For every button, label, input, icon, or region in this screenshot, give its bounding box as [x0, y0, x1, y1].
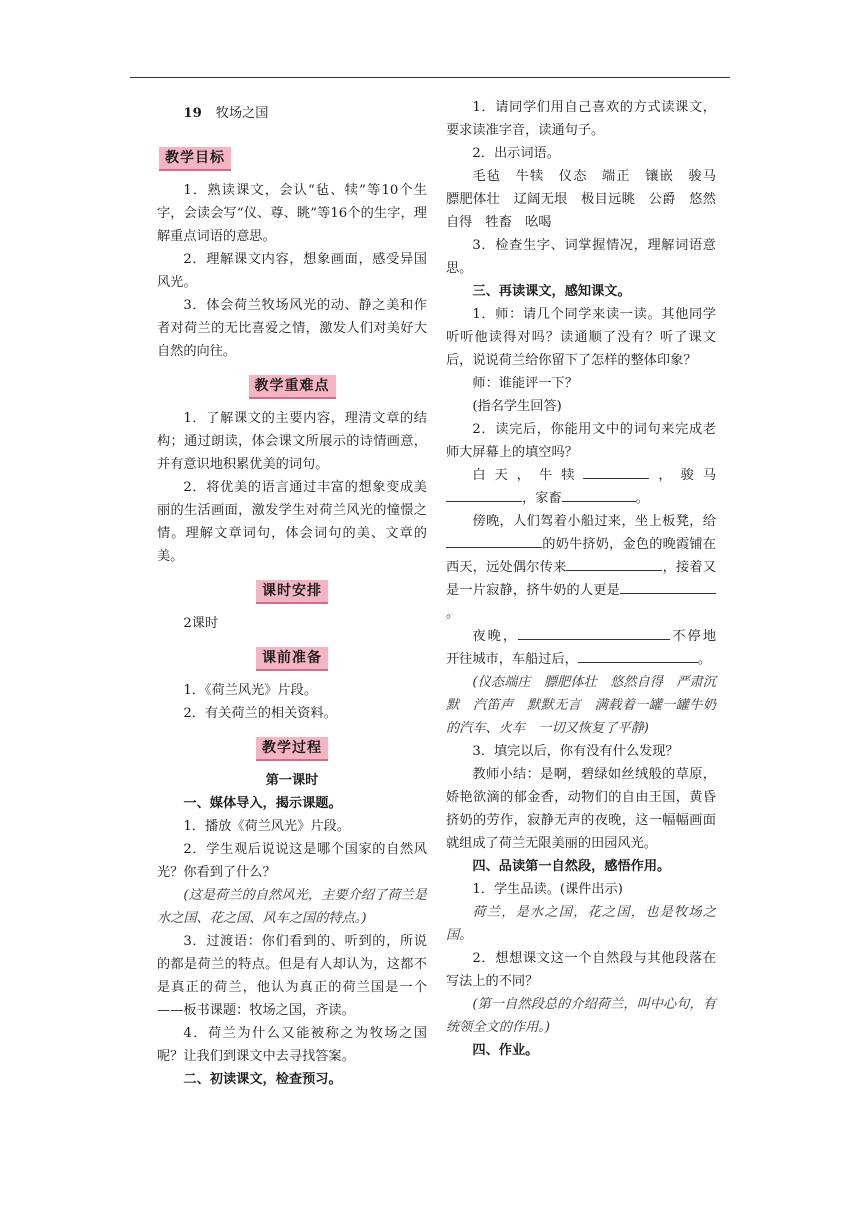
- process-item: 3．检查生字、词掌握情况，理解词语意思。: [446, 238, 716, 276]
- step-heading: 四、作业。: [472, 1043, 539, 1058]
- goal-item: 1．熟读课文，会认“毡、犊”等10个生字，会读会写“仪、尊、眺”等16个的生字，理解重点词语的意思。: [157, 183, 427, 244]
- process-item: 2．想想课文这一个自然段与其他段落在写法上的不同？: [446, 951, 716, 989]
- process-item: 1．播放《荷兰风光》片段。: [183, 819, 351, 834]
- word-list: 毛毡 牛犊 仪态 端正 镶嵌 骏马 膘肥体壮 辽阔无垠 极目远眺 公爵 悠然自得 牲畜 吆喝: [446, 169, 730, 230]
- fill-blank: [583, 464, 649, 479]
- right-column: [446, 96, 730, 1062]
- lesson-title: [157, 102, 427, 125]
- fill-text: 傍晚，人们驾着小船过来，坐上板凳，给: [472, 514, 716, 529]
- fill-text: 白天，牛犊: [472, 468, 584, 483]
- lesson-name: 牧场之国: [215, 106, 269, 121]
- answer-note: (仪态端庄 膘肥体壮 悠然自得 严肃沉默 汽笛声 默默无言 满载着一罐一罐牛奶的汽车、火车 一切又恢复了平静): [446, 675, 716, 736]
- fill-text: ，接着又是一片寂静，挤牛奶的人更是: [446, 560, 717, 598]
- fill-text: 。: [697, 652, 712, 667]
- process-item: 2．读完后，你能用文中的词句来完成老师大屏幕上的填空吗？: [446, 422, 716, 460]
- fill-text: 。: [446, 606, 460, 621]
- fill-blank: [566, 556, 662, 571]
- keypoints-heading: 教学重难点: [249, 375, 336, 399]
- fill-blank-sentence: [446, 464, 716, 510]
- prep-item: 1．《荷兰风光》片段。: [183, 683, 318, 698]
- prep-heading-wrap: [157, 647, 427, 671]
- process-note: (第一自然段总的介绍荷兰，叫中心句，有统领全文的作用。): [446, 997, 716, 1035]
- fill-text: 的奶牛挤奶，金色的晚霞铺在西天，远处偶尔传来: [446, 537, 716, 575]
- fill-text: ，家畜: [522, 491, 562, 506]
- fill-blank-sentence: [446, 510, 716, 625]
- lesson-number: 19: [183, 106, 202, 121]
- fill-text: 夜晚，: [472, 629, 519, 644]
- prep-item: 2．有关荷兰的相关资料。: [183, 706, 337, 721]
- fill-blank: [518, 625, 670, 640]
- keypoint-item: 2．将优美的语言通过丰富的想象变成美丽的生活画面，激发学生对荷兰风光的憧憬之情。理解文章词句，体会词句的美、文章的美。: [157, 480, 427, 564]
- step-heading: 一、媒体导入，揭示课题。: [183, 796, 342, 811]
- header-rule: [130, 77, 730, 78]
- fill-text: ，骏马: [649, 468, 717, 483]
- fill-blank: [620, 579, 716, 594]
- prep-heading: 课前准备: [256, 647, 328, 671]
- goal-item: 3．体会荷兰牧场风光的动、静之美和作者对荷兰的无比喜爱之情，激发人们对美好大自然的向往。: [157, 298, 427, 359]
- fill-text: 不停地开往城市，车船过后，: [446, 629, 717, 667]
- process-item: 1．学生品读。(课件出示): [472, 882, 623, 897]
- fill-blank: [446, 533, 542, 548]
- step-heading: 四、品读第一自然段，感悟作用。: [472, 859, 671, 874]
- schedule-heading-wrap: [157, 580, 427, 604]
- fill-blank: [578, 648, 698, 663]
- goals-heading: 教学目标: [159, 147, 231, 171]
- process-note: (这是荷兰的自然风光，主要介绍了荷兰是水之国、花之国、风车之国的特点。): [157, 888, 427, 926]
- goals-heading-wrap: [159, 147, 427, 171]
- fill-blank: [446, 487, 522, 502]
- keypoints-heading-wrap: [157, 375, 427, 399]
- process-item: (指名学生回答): [472, 399, 562, 414]
- step-heading: 二、初读课文，检查预习。: [183, 1072, 342, 1087]
- period-title: 第一课时: [265, 773, 319, 788]
- fill-blank-sentence: [446, 625, 716, 671]
- fill-text: 。: [635, 491, 649, 506]
- goal-item: 2．理解课文内容，想象画面，感受异国风光。: [157, 252, 427, 290]
- process-item: 教师小结：是啊，碧绿如丝绒般的草原，娇艳欲滴的郁金香，动物们的自由王国，黄昏挤奶的劳作，寂静无声的夜晚，这一幅幅画面就组成了荷兰无限美丽的田园风光。: [446, 767, 716, 851]
- process-item: 2．学生观后说说这是哪个国家的自然风光？你看到了什么？: [157, 842, 427, 880]
- step-heading: 三、再读课文，感知课文。: [472, 284, 631, 299]
- process-item: 1．师：请几个同学来读一读。其他同学听听他读得对吗？读通顺了没有？听了课文后，说说荷兰给你留下了怎样的整体印象？: [446, 307, 716, 368]
- process-item: 4．荷兰为什么又能被称之为牧场之国呢？让我们到课文中去寻找答案。: [157, 1026, 427, 1064]
- process-item: 师：谁能评一下？: [472, 376, 578, 391]
- process-heading: 教学过程: [256, 737, 328, 761]
- process-item: 1．请同学们用自己喜欢的方式读课文，要求读准字音，读通句子。: [446, 100, 716, 138]
- left-column: [157, 96, 427, 1091]
- process-item: 3．过渡语：你们看到的、听到的，所说的都是荷兰的特点。但是有人却认为，这都不是真正的荷兰，他认为真正的荷兰国是一个——板书课题：牧场之国，齐读。: [157, 934, 427, 1018]
- schedule-text: 2课时: [183, 616, 219, 631]
- process-item: 3．填完以后，你有没有什么发现？: [472, 744, 679, 759]
- keypoint-item: 1．了解课文的主要内容，理清文章的结构；通过朗读，体会课文所展示的诗情画意，并有意识地积累优美的词句。: [157, 411, 427, 472]
- quote-text: 荷兰，是水之国，花之国，也是牧场之国。: [446, 905, 716, 943]
- fill-blank: [562, 487, 636, 502]
- process-heading-wrap: [157, 737, 427, 761]
- process-item: 2．出示词语。: [472, 146, 560, 161]
- schedule-heading: 课时安排: [256, 580, 328, 604]
